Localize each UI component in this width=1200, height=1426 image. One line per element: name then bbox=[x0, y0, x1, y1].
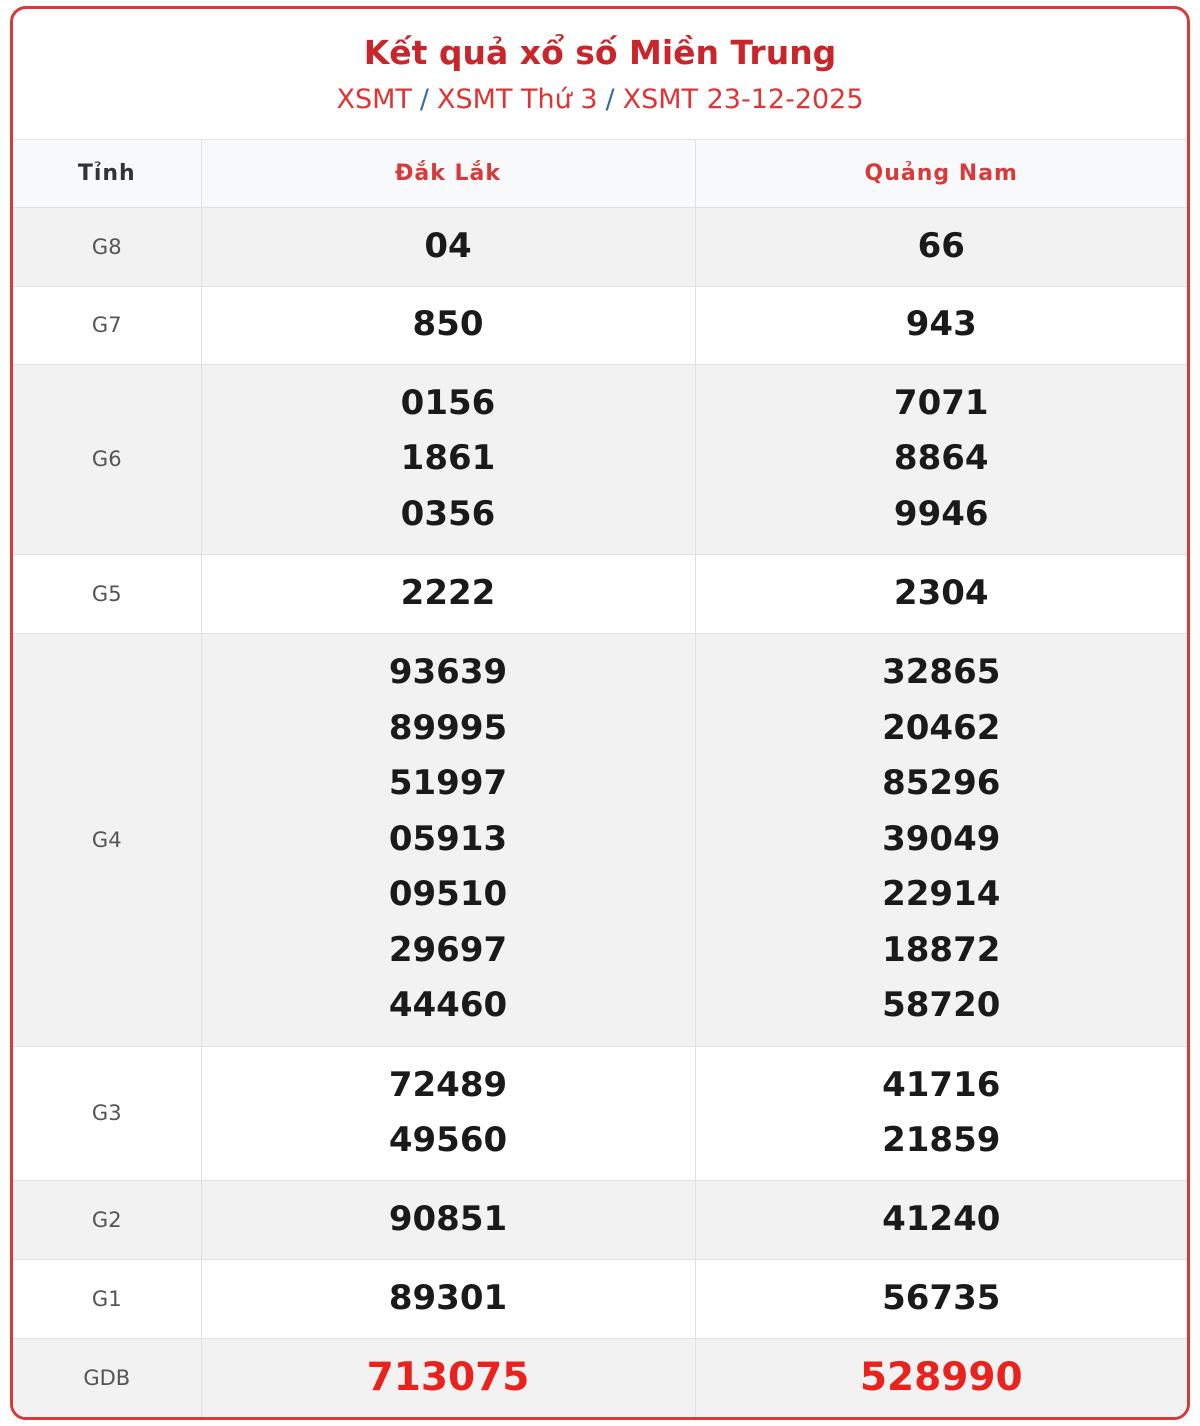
prize-cell bbox=[695, 286, 1187, 364]
table-header-row bbox=[13, 140, 1187, 207]
prize-cell bbox=[201, 1180, 695, 1259]
column-header-quang-nam[interactable]: Quảng Nam bbox=[695, 140, 1187, 207]
prize-number: 89995 bbox=[388, 707, 508, 748]
prize-label: G6 bbox=[13, 364, 201, 554]
prize-cell bbox=[201, 207, 695, 286]
prize-number: 7071 bbox=[893, 382, 989, 423]
prize-row-g4 bbox=[13, 633, 1187, 1046]
prize-row-g8 bbox=[13, 207, 1187, 286]
prize-label: G1 bbox=[13, 1259, 201, 1338]
prize-number: 93639 bbox=[388, 652, 508, 693]
prize-number: 72489 bbox=[388, 1064, 508, 1105]
prize-number: 89301 bbox=[388, 1277, 508, 1318]
prize-cell bbox=[201, 633, 695, 1046]
prize-cell bbox=[201, 1259, 695, 1338]
breadcrumb-separator: / bbox=[419, 84, 430, 115]
prize-number: 29697 bbox=[388, 929, 508, 970]
column-header-dak-lak[interactable]: Đắk Lắk bbox=[201, 140, 695, 207]
prize-label: G7 bbox=[13, 286, 201, 364]
prize-number: 2222 bbox=[400, 572, 496, 613]
prize-label: G5 bbox=[13, 554, 201, 633]
prize-number: 20462 bbox=[882, 707, 1001, 748]
prize-number: 04 bbox=[424, 225, 472, 266]
prize-number: 58720 bbox=[882, 985, 1001, 1026]
prize-row-g2 bbox=[13, 1180, 1187, 1259]
prize-number: 1861 bbox=[400, 438, 496, 479]
prize-label: G3 bbox=[13, 1046, 201, 1180]
prize-number: 943 bbox=[905, 304, 977, 345]
prize-cell bbox=[201, 1338, 695, 1418]
prize-number: 0356 bbox=[400, 493, 496, 534]
prize-cell bbox=[695, 1046, 1187, 1180]
prize-cell bbox=[695, 207, 1187, 286]
prize-label: G8 bbox=[13, 207, 201, 286]
prize-label: G2 bbox=[13, 1180, 201, 1259]
prize-cell bbox=[201, 364, 695, 554]
prize-number: 32865 bbox=[882, 652, 1001, 693]
prize-number: 2304 bbox=[893, 572, 989, 613]
prize-cell bbox=[695, 633, 1187, 1046]
prize-number: 9946 bbox=[893, 493, 989, 534]
prize-number: 18872 bbox=[882, 929, 1001, 970]
results-card bbox=[10, 6, 1190, 1420]
column-header-province-label: Tỉnh bbox=[13, 140, 201, 207]
prize-row-gdb bbox=[13, 1338, 1187, 1418]
prize-number: 51997 bbox=[388, 763, 508, 804]
prize-number: 21859 bbox=[882, 1120, 1001, 1160]
prize-number: 49560 bbox=[388, 1120, 508, 1160]
results-table bbox=[13, 140, 1187, 1419]
prize-row-g6 bbox=[13, 364, 1187, 554]
breadcrumb-link-xsmt-thu-3[interactable]: XSMT Thứ 3 bbox=[437, 84, 598, 115]
breadcrumb-separator: / bbox=[605, 84, 615, 115]
breadcrumb-link-xsmt[interactable]: XSMT bbox=[336, 84, 412, 115]
prize-cell bbox=[695, 364, 1187, 554]
prize-number: 56735 bbox=[882, 1277, 1001, 1318]
prize-cell bbox=[201, 554, 695, 633]
prize-number: 39049 bbox=[882, 818, 1001, 859]
special-prize-number: 713075 bbox=[366, 1355, 530, 1401]
breadcrumb bbox=[13, 83, 1187, 117]
prize-number: 22914 bbox=[882, 874, 1001, 915]
prize-row-g7 bbox=[13, 286, 1187, 364]
prize-label: G4 bbox=[13, 633, 201, 1046]
prize-row-g5 bbox=[13, 554, 1187, 633]
prize-cell bbox=[695, 554, 1187, 633]
prize-number: 85296 bbox=[882, 763, 1001, 804]
prize-number: 41240 bbox=[882, 1198, 1001, 1239]
page-title: Kết quả xổ số Miền Trung bbox=[363, 33, 837, 72]
prize-cell bbox=[695, 1338, 1187, 1418]
prize-cell bbox=[201, 1046, 695, 1180]
prize-cell bbox=[695, 1180, 1187, 1259]
prize-number: 09510 bbox=[388, 874, 508, 915]
prize-number: 41716 bbox=[882, 1064, 1001, 1105]
prize-number: 8864 bbox=[893, 438, 989, 479]
prize-label: GDB bbox=[13, 1338, 201, 1418]
prize-row-g1 bbox=[13, 1259, 1187, 1338]
prize-number: 0156 bbox=[400, 382, 496, 423]
prize-cell bbox=[201, 286, 695, 364]
prize-row-g3 bbox=[13, 1046, 1187, 1180]
prize-number: 44460 bbox=[388, 985, 508, 1026]
breadcrumb-link-date[interactable]: XSMT 23-12-2025 bbox=[622, 84, 864, 115]
prize-number: 05913 bbox=[388, 818, 508, 859]
results-header bbox=[13, 9, 1187, 140]
prize-number: 90851 bbox=[388, 1198, 508, 1239]
prize-number: 66 bbox=[917, 225, 965, 266]
prize-number: 850 bbox=[412, 304, 484, 345]
prize-cell bbox=[695, 1259, 1187, 1338]
special-prize-number: 528990 bbox=[859, 1355, 1023, 1401]
